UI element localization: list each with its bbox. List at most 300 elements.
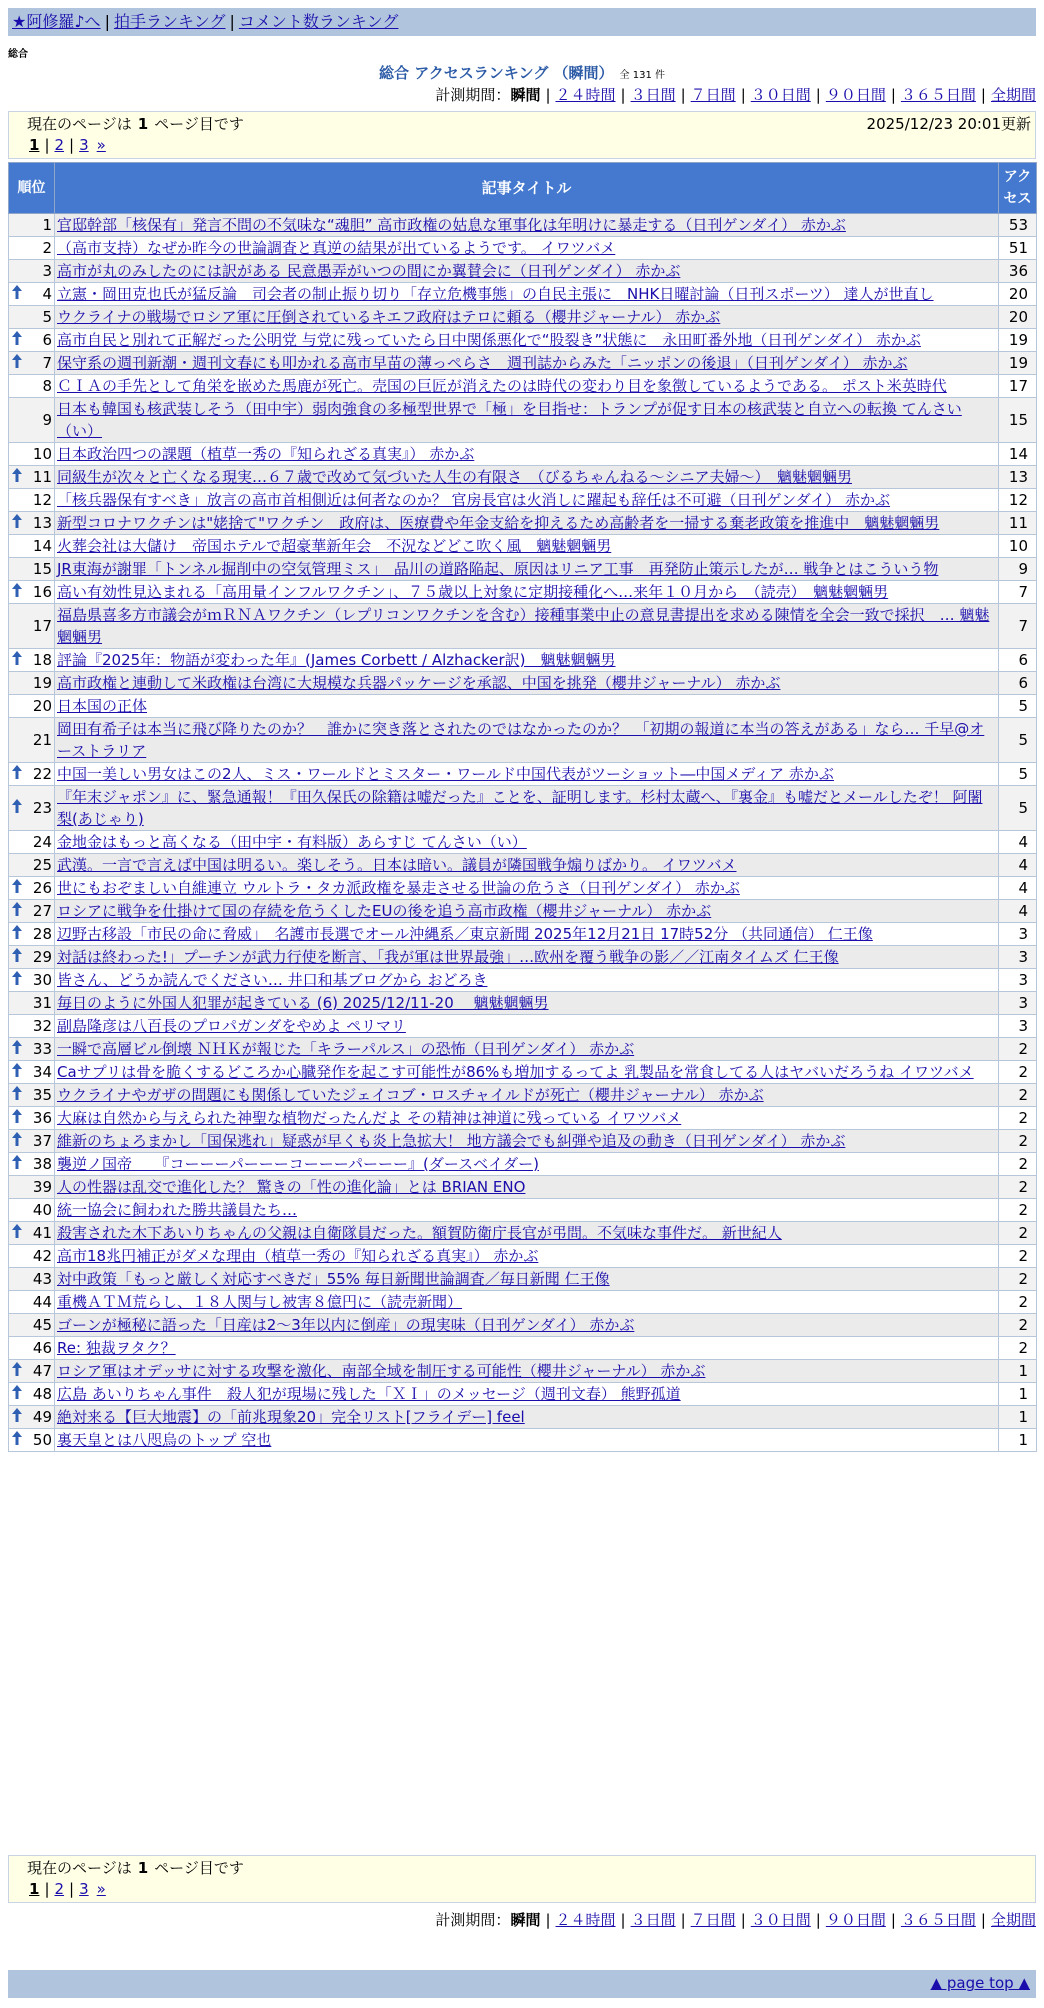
table-row xyxy=(9,946,1037,969)
ranking-count: 全 131 件 xyxy=(619,70,665,81)
rank-cell xyxy=(9,1130,55,1153)
rank-number: 45 xyxy=(32,1316,52,1334)
article-title-link[interactable]: 官邸幹部「核保有」発言不問の不気味な“魂胆” 高市政権の姑息な軍事化は年明けに暴走する（日刊ゲンダイ） 赤かぶ xyxy=(57,216,846,234)
article-title-link[interactable]: 広島 あいりちゃん事件 殺人犯が現場に残した「ＸＩ」のメッセージ（週刊文春） 熊野孤道 xyxy=(57,1385,681,1403)
title-cell xyxy=(55,854,999,877)
article-title-link[interactable]: 岡田有希子は本当に飛び降りたのか？ 誰かに突き落とされたのではなかったのか？ 「初期の報道に本当の答えがある」なら… 千早@オーストラリア xyxy=(57,720,985,760)
bottom-period-option[interactable]: ７日間 xyxy=(690,1911,736,1929)
rank-number: 39 xyxy=(32,1178,52,1196)
article-title-link[interactable]: Caサプリは骨を脆くするどころか心臓発作を起こす可能性が86%も増加するってよ 乳製品を常食してる人はヤバいだろうね イワツバメ xyxy=(57,1063,974,1081)
table-row xyxy=(9,1084,1037,1107)
page-separator: | xyxy=(44,136,50,154)
access-count: 2 xyxy=(999,1038,1037,1061)
page-link[interactable]: 2 xyxy=(54,1880,65,1898)
rank-cell xyxy=(9,1429,55,1452)
rank-cell xyxy=(9,489,55,512)
access-count: 17 xyxy=(999,375,1037,398)
rank-cell xyxy=(9,969,55,992)
pager-top xyxy=(8,111,1036,159)
access-count: 3 xyxy=(999,1015,1037,1038)
top-period-option[interactable]: ７日間 xyxy=(690,86,736,104)
title-cell xyxy=(55,306,999,329)
article-title-link[interactable]: 重機ＡＴＭ荒らし、１８人関与し被害８億円に（読売新聞） xyxy=(57,1293,463,1311)
col-header-title: 記事タイトル xyxy=(55,163,999,214)
table-row xyxy=(9,831,1037,854)
access-count: 14 xyxy=(999,443,1037,466)
col-header-rank: 順位 xyxy=(9,163,55,214)
rank-number: 46 xyxy=(32,1339,52,1357)
rank-up-arrow-icon xyxy=(12,512,22,534)
rank-number: 14 xyxy=(32,537,52,555)
rank-cell xyxy=(9,786,55,831)
rank-cell xyxy=(9,1061,55,1084)
rank-up-arrow-icon xyxy=(12,1084,22,1106)
table-row xyxy=(9,1015,1037,1038)
rank-cell xyxy=(9,604,55,649)
table-row xyxy=(9,1383,1037,1406)
title-cell xyxy=(55,443,999,466)
applause-ranking-link[interactable]: 拍手ランキング xyxy=(113,12,226,31)
rank-up-arrow-icon xyxy=(12,923,22,945)
title-cell xyxy=(55,604,999,649)
article-title-link[interactable]: 保守系の週刊新潮・週刊文春にも叩かれる高市早苗の薄っぺらさ 週刊誌からみた「ニッポンの後退」（日刊ゲンダイ） 赤かぶ xyxy=(57,354,908,372)
rank-number: 8 xyxy=(42,377,52,395)
access-count: 6 xyxy=(999,672,1037,695)
title-cell xyxy=(55,1199,999,1222)
access-count: 11 xyxy=(999,512,1037,535)
article-title-link[interactable]: 大麻は自然から与えられた神聖な植物だったんだよ その精神は神道に残っている イワツバメ xyxy=(57,1109,682,1127)
rank-cell xyxy=(9,992,55,1015)
table-row xyxy=(9,1222,1037,1245)
title-cell xyxy=(55,1176,999,1199)
title-cell xyxy=(55,923,999,946)
title-cell xyxy=(55,900,999,923)
article-title-link[interactable]: 毎日のように外国人犯罪が起きている (6) 2025/12/11-20 魑魅魍魎男 xyxy=(57,994,549,1012)
rank-number: 48 xyxy=(32,1385,52,1403)
title-cell xyxy=(55,1130,999,1153)
title-cell xyxy=(55,581,999,604)
home-link[interactable]: ★阿修羅♪へ xyxy=(12,12,101,31)
article-title-link[interactable]: 立憲・岡田克也氏が猛反論 司会者の制止振り切り「存立危機事態」の自民主張に NHK日曜討論（日刊スポーツ） 達人が世直し xyxy=(57,285,934,303)
rank-cell xyxy=(9,237,55,260)
pager-bottom xyxy=(8,1855,1036,1903)
rank-up-arrow-icon xyxy=(12,900,22,922)
updated-timestamp: 2025/12/23 20:01更新 xyxy=(866,115,1031,133)
rank-number: 5 xyxy=(42,308,52,326)
article-title-link[interactable]: 統一協会に飼われた勝共議員たち… xyxy=(57,1201,298,1219)
article-title-link[interactable]: ウクライナの戦場でロシア軍に圧倒されているキエフ政府はテロに頼る（櫻井ジャーナル） 赤かぶ xyxy=(57,308,721,326)
rank-cell xyxy=(9,1038,55,1061)
nav-separator: | xyxy=(104,12,110,31)
table-row xyxy=(9,466,1037,489)
rank-number: 2 xyxy=(42,239,52,257)
rank-up-arrow-icon xyxy=(12,797,22,819)
access-count: 2 xyxy=(999,1291,1037,1314)
table-row xyxy=(9,306,1037,329)
section-label: 総合 xyxy=(8,49,28,60)
bottom-period-option[interactable]: ９０日間 xyxy=(825,1911,886,1929)
table-row xyxy=(9,1245,1037,1268)
table-row xyxy=(9,329,1037,352)
article-title-link[interactable]: 襲逆ノ国帝 『コーーーパーーーコーーーパーーー』(ダースベイダー) xyxy=(57,1155,539,1173)
top-period-option[interactable]: 全期間 xyxy=(990,86,1036,104)
period-separator: | xyxy=(620,86,626,104)
period-separator: | xyxy=(545,1911,551,1929)
title-cell xyxy=(55,352,999,375)
title-cell xyxy=(55,1061,999,1084)
article-title-link[interactable]: 日本政治四つの課題（植草一秀の『知られざる真実』） 赤かぶ xyxy=(57,445,475,463)
rank-number: 49 xyxy=(32,1408,52,1426)
access-count: 15 xyxy=(999,398,1037,443)
table-row xyxy=(9,237,1037,260)
rank-number: 34 xyxy=(32,1063,52,1081)
rank-cell xyxy=(9,581,55,604)
title-cell xyxy=(55,992,999,1015)
bottom-period-option[interactable]: ３６５日間 xyxy=(900,1911,976,1929)
table-row xyxy=(9,649,1037,672)
table-row xyxy=(9,352,1037,375)
article-title-link[interactable]: 高市が丸のみしたのには訳がある 民意愚弄がいつの間にか翼賛会に（日刊ゲンダイ） 赤かぶ xyxy=(57,262,681,280)
table-row xyxy=(9,1406,1037,1429)
rank-number: 17 xyxy=(32,617,52,635)
title-cell xyxy=(55,466,999,489)
rank-up-arrow-icon xyxy=(12,1406,22,1428)
article-title-link[interactable]: 『年末ジャポン』に、緊急通報！『田久保氏の除籍は嘘だった』ことを、証明します。杉村太蔵へ、『裏金』も嘘だとメールしたぞ！ 阿闍梨(あじゃり) xyxy=(57,788,983,828)
comment-ranking-link[interactable]: コメント数ランキング xyxy=(238,12,399,31)
rank-cell xyxy=(9,283,55,306)
article-title-link[interactable]: 辺野古移設「市民の命に脅威」 名護市長選でオール沖縄系／東京新聞 2025年12月21日 17時52分 （共同通信） 仁王像 xyxy=(57,925,873,943)
title-cell xyxy=(55,831,999,854)
rank-number: 37 xyxy=(32,1132,52,1150)
table-row xyxy=(9,1291,1037,1314)
period-separator: | xyxy=(890,86,896,104)
rank-up-arrow-icon xyxy=(12,969,22,991)
article-title-link[interactable]: 副島隆彦は八百長のプロパガンダをやめよ ペリマリ xyxy=(57,1017,406,1035)
rank-cell xyxy=(9,535,55,558)
article-title-link[interactable]: 皆さん、どうか読んでください… 井口和基ブログから おどろき xyxy=(57,971,488,989)
rank-number: 41 xyxy=(32,1224,52,1242)
title-cell xyxy=(55,398,999,443)
period-separator: | xyxy=(980,86,986,104)
article-title-link[interactable]: 武漢。一言で言えば中国は明るい。楽しそう。日本は暗い。議員が隣国戦争煽りばかり。 イワツバメ xyxy=(57,856,737,874)
rank-number: 19 xyxy=(32,674,52,692)
top-period-option[interactable]: ９０日間 xyxy=(825,86,886,104)
table-row xyxy=(9,535,1037,558)
title-cell xyxy=(55,1406,999,1429)
title-cell xyxy=(55,237,999,260)
article-title-link[interactable]: ＣＩＡの手先として角栄を嵌めた馬鹿が死亡。売国の巨匠が消えたのは時代の変わり目を象徴しているようである。 ポスト米英時代 xyxy=(57,377,947,395)
article-title-link[interactable]: 福島県喜多方市議会がｍＲＮＡワクチン（レプリコンワクチンを含む）接種事業中止の意見書提出を求める陳情を全会一致で採択 … 魑魅魍魎男 xyxy=(57,606,990,646)
access-count: 10 xyxy=(999,535,1037,558)
access-count: 2 xyxy=(999,1268,1037,1291)
bottom-period-option[interactable]: 全期間 xyxy=(990,1911,1036,1929)
rank-number: 43 xyxy=(32,1270,52,1288)
access-count: 36 xyxy=(999,260,1037,283)
table-row xyxy=(9,375,1037,398)
page-separator: | xyxy=(69,1880,75,1898)
article-title-link[interactable]: 火葬会社は大儲け 帝国ホテルで超豪華新年会 不況などどこ吹く風 魑魅魍魎男 xyxy=(57,537,612,555)
rank-cell xyxy=(9,1176,55,1199)
title-cell xyxy=(55,535,999,558)
table-row xyxy=(9,512,1037,535)
article-title-link[interactable]: 新型コロナワクチンは"姥捨て"ワクチン 政府は、医療費や年金支給を抑えるため高齢者を一掃する棄老政策を推進中 魑魅魍魎男 xyxy=(57,514,940,532)
page-link[interactable]: 2 xyxy=(54,136,65,154)
table-row xyxy=(9,260,1037,283)
rank-number: 36 xyxy=(32,1109,52,1127)
rank-cell xyxy=(9,329,55,352)
top-nav xyxy=(8,8,1036,36)
access-count: 5 xyxy=(999,763,1037,786)
access-count: 2 xyxy=(999,1084,1037,1107)
table-row xyxy=(9,923,1037,946)
article-title-link[interactable]: 日本も韓国も核武装しそう（田中宇）弱肉強食の多極型世界で「極」を目指せ：トランプが促す日本の核武装と自立への転換 てんさい（い） xyxy=(57,400,962,440)
title-cell xyxy=(55,695,999,718)
page-next-link[interactable]: » xyxy=(96,1880,106,1898)
ranking-table xyxy=(8,162,1037,1452)
rank-cell xyxy=(9,946,55,969)
table-row xyxy=(9,992,1037,1015)
title-cell xyxy=(55,260,999,283)
access-count: 4 xyxy=(999,900,1037,923)
rank-number: 33 xyxy=(32,1040,52,1058)
article-title-link[interactable]: 「核兵器保有すべき」放言の高市首相側近は何者なのか？ 官房長官は火消しに躍起も辞任は不可避（日刊ゲンダイ） 赤かぶ xyxy=(57,491,891,509)
rank-cell xyxy=(9,1015,55,1038)
access-count: 2 xyxy=(999,1130,1037,1153)
title-cell xyxy=(55,1360,999,1383)
title-cell xyxy=(55,1084,999,1107)
table-row xyxy=(9,672,1037,695)
access-count: 20 xyxy=(999,306,1037,329)
article-title-link[interactable]: （高市支持）なぜか昨今の世論調査と真逆の結果が出ているようです。 イワツバメ xyxy=(57,239,616,257)
current-page-suffix: ページ目です xyxy=(154,115,244,133)
article-title-link[interactable]: 評論『2025年：物語が変わった年』(James Corbett / Alzhacker訳) 魑魅魍魎男 xyxy=(57,651,616,669)
access-count: 2 xyxy=(999,1337,1037,1360)
rank-cell xyxy=(9,352,55,375)
access-count: 2 xyxy=(999,1314,1037,1337)
article-title-link[interactable]: 金地金はもっと高くなる（田中宇・有料版）あらすじ てんさい（い） xyxy=(57,833,527,851)
article-title-link[interactable]: 一瞬で高層ビル倒壊 ＮＨＫが報じた「キラーパルス」の恐怖（日刊ゲンダイ） 赤かぶ xyxy=(57,1040,635,1058)
rank-cell xyxy=(9,923,55,946)
top-period-option[interactable]: ３日間 xyxy=(630,86,676,104)
title-cell xyxy=(55,946,999,969)
article-title-link[interactable]: 中国一美しい男女はこの2人、ミス・ワールドとミスター・ワールド中国代表がツーショット―中国メディア 赤かぶ xyxy=(57,765,834,783)
title-cell xyxy=(55,375,999,398)
rank-cell xyxy=(9,1360,55,1383)
article-title-link[interactable]: 裏天皇とは八咫烏のトップ 空也 xyxy=(57,1431,272,1449)
table-row xyxy=(9,1360,1037,1383)
access-count: 2 xyxy=(999,1107,1037,1130)
rank-up-arrow-icon xyxy=(12,1429,22,1451)
top-period-option[interactable]: ３０日間 xyxy=(750,86,811,104)
title-cell xyxy=(55,489,999,512)
rank-number: 44 xyxy=(32,1293,52,1311)
rank-cell xyxy=(9,1107,55,1130)
article-title-link[interactable]: 絶対来る【巨大地震】の「前兆現象20」完全リスト[フライデー] feel xyxy=(57,1408,525,1426)
table-row xyxy=(9,900,1037,923)
access-count: 9 xyxy=(999,558,1037,581)
title-cell xyxy=(55,214,999,237)
article-title-link[interactable]: 維新のちょろまかし「国保逃れ」疑惑が早くも炎上急拡大！ 地方議会でも糾弾や追及の動き（日刊ゲンダイ） 赤かぶ xyxy=(57,1132,846,1150)
rank-cell xyxy=(9,900,55,923)
title-cell xyxy=(55,558,999,581)
access-count: 53 xyxy=(999,214,1037,237)
rank-cell xyxy=(9,558,55,581)
page-links xyxy=(27,1879,1017,1900)
article-title-link[interactable]: JR東海が謝罪「トンネル掘削中の空気管理ミス」 品川の道路陥起、原因はリニア工事 再発防止策示したが… 戦争とはこういう物 xyxy=(57,560,939,578)
rank-up-arrow-icon xyxy=(12,649,22,671)
table-row xyxy=(9,489,1037,512)
rank-cell xyxy=(9,831,55,854)
access-count: 1 xyxy=(999,1383,1037,1406)
bottom-period-option[interactable]: ３日間 xyxy=(630,1911,676,1929)
ranking-title xyxy=(0,62,1044,83)
article-title-link[interactable]: 高市18兆円補正がダメな理由（植草一秀の『知られざる真実』） 赤かぶ xyxy=(57,1247,539,1265)
rank-up-arrow-icon xyxy=(12,581,22,603)
period-separator: | xyxy=(680,1911,686,1929)
article-title-link[interactable]: ロシア軍はオデッサに対する攻撃を激化、南部全域を制圧する可能性（櫻井ジャーナル） 赤かぶ xyxy=(57,1362,706,1380)
access-count: 4 xyxy=(999,831,1037,854)
title-cell xyxy=(55,763,999,786)
rank-up-arrow-icon xyxy=(12,1383,22,1405)
article-title-link[interactable]: 殺害された木下あいりちゃんの父親は自衛隊員だった。額賀防衛庁長官が弔問。不気味な事件だ。 新世紀人 xyxy=(57,1224,782,1242)
rank-number: 20 xyxy=(32,697,52,715)
access-count: 4 xyxy=(999,877,1037,900)
ranking-title-text: 総合 アクセスランキング （瞬間） xyxy=(379,64,614,82)
table-row xyxy=(9,1153,1037,1176)
title-cell xyxy=(55,1038,999,1061)
article-title-link[interactable]: 高い有効性見込まれる「高用量インフルワクチン」、７５歳以上対象に定期接種化へ…来年１０月から （読売） 魑魅魍魎男 xyxy=(57,583,889,601)
rank-number: 32 xyxy=(32,1017,52,1035)
rank-up-arrow-icon xyxy=(12,329,22,351)
article-title-link[interactable]: 同級生が次々と亡くなる現実…６７歳で改めて気づいた人生の有限さ （びるちゃんねる～シニア夫婦～） 魑魅魍魎男 xyxy=(57,468,853,486)
title-cell xyxy=(55,718,999,763)
page-link[interactable]: 3 xyxy=(79,1880,89,1898)
rank-cell xyxy=(9,1153,55,1176)
article-title-link[interactable]: 対話は終わった!」プーチンが武力行使を断言、「我が軍は世界最強」…欧州を覆う戦争の影／／江南タイムズ 仁王像 xyxy=(57,948,839,966)
period-separator: | xyxy=(815,86,821,104)
table-row xyxy=(9,443,1037,466)
article-title-link[interactable]: 日本国の正体 xyxy=(57,697,148,715)
rank-cell xyxy=(9,1314,55,1337)
rank-up-arrow-icon xyxy=(12,1038,22,1060)
table-row xyxy=(9,604,1037,649)
article-title-link[interactable]: 世にもおぞましい自維連立 ウルトラ・タカ派政権を暴走させる世論の危うさ（日刊ゲンダイ） 赤かぶ xyxy=(57,879,740,897)
period-separator: | xyxy=(815,1911,821,1929)
rank-number: 42 xyxy=(32,1247,52,1265)
access-count: 6 xyxy=(999,649,1037,672)
access-count: 19 xyxy=(999,329,1037,352)
rank-number: 28 xyxy=(32,925,52,943)
title-cell xyxy=(55,649,999,672)
rank-number: 4 xyxy=(42,285,52,303)
table-row xyxy=(9,786,1037,831)
rank-cell xyxy=(9,854,55,877)
rank-number: 31 xyxy=(32,994,52,1012)
rank-number: 50 xyxy=(32,1431,52,1449)
rank-up-arrow-icon xyxy=(12,1130,22,1152)
table-row xyxy=(9,763,1037,786)
rank-number: 21 xyxy=(32,731,52,749)
table-row xyxy=(9,1268,1037,1291)
period-selector-bottom xyxy=(435,1911,1036,1929)
current-page-number: 1 xyxy=(137,1859,149,1877)
rank-up-arrow-icon xyxy=(12,946,22,968)
rank-cell xyxy=(9,1222,55,1245)
article-title-link[interactable]: 対中政策「もっと厳しく対応すべきだ」55% 毎日新聞世論調査／毎日新聞 仁王像 xyxy=(57,1270,610,1288)
access-count: 1 xyxy=(999,1429,1037,1452)
title-cell xyxy=(55,969,999,992)
top-period-option[interactable]: ２４時間 xyxy=(555,86,616,104)
bottom-period-option: 瞬間 xyxy=(510,1911,541,1929)
access-count: 5 xyxy=(999,786,1037,831)
access-count: 7 xyxy=(999,581,1037,604)
rank-cell xyxy=(9,695,55,718)
rank-number: 24 xyxy=(32,833,52,851)
access-count: 4 xyxy=(999,854,1037,877)
page-top-link[interactable]: ▲ page top ▲ xyxy=(930,1974,1030,1992)
rank-cell xyxy=(9,649,55,672)
table-row xyxy=(9,283,1037,306)
rank-number: 23 xyxy=(32,799,52,817)
article-title-link[interactable]: ロシアに戦争を仕掛けて国の存続を危うくしたEUの後を追う高市政権（櫻井ジャーナル） 赤かぶ xyxy=(57,902,712,920)
page-link[interactable]: 3 xyxy=(79,136,89,154)
article-title-link[interactable]: 高市政権と連動して米政権は台湾に大規模な兵器パッケージを承認、中国を挑発（櫻井ジャーナル） 赤かぶ xyxy=(57,674,781,692)
title-cell xyxy=(55,1291,999,1314)
access-count: 3 xyxy=(999,992,1037,1015)
rank-cell xyxy=(9,1084,55,1107)
article-title-link[interactable]: 高市自民と別れて正解だった公明党 与党に残っていたら日中関係悪化で“股裂き”状態に 永田町番外地（日刊ゲンダイ） 赤かぶ xyxy=(57,331,921,349)
rank-cell xyxy=(9,306,55,329)
table-row xyxy=(9,969,1037,992)
article-title-link[interactable]: Re: 独裁ヲタク？ xyxy=(57,1339,176,1357)
title-cell xyxy=(55,1107,999,1130)
rank-cell xyxy=(9,260,55,283)
title-cell xyxy=(55,512,999,535)
top-period-option[interactable]: ３６５日間 xyxy=(900,86,976,104)
access-count: 1 xyxy=(999,1360,1037,1383)
period-separator: | xyxy=(680,86,686,104)
rank-number: 6 xyxy=(42,331,52,349)
title-cell xyxy=(55,1337,999,1360)
rank-number: 38 xyxy=(32,1155,52,1173)
rank-cell xyxy=(9,1383,55,1406)
rank-number: 13 xyxy=(32,514,52,532)
title-cell xyxy=(55,1429,999,1452)
title-cell xyxy=(55,1314,999,1337)
title-cell xyxy=(55,1015,999,1038)
article-title-link[interactable]: ゴーンが極秘に語った「日産は2～3年以内に倒産」の現実味（日刊ゲンダイ） 赤かぶ xyxy=(57,1316,635,1334)
table-row xyxy=(9,695,1037,718)
access-count: 3 xyxy=(999,946,1037,969)
access-count: 5 xyxy=(999,695,1037,718)
page-next-link[interactable]: » xyxy=(96,136,106,154)
bottom-period-option[interactable]: ３０日間 xyxy=(750,1911,811,1929)
bottom-period-option[interactable]: ２４時間 xyxy=(555,1911,616,1929)
rank-number: 29 xyxy=(32,948,52,966)
rank-cell xyxy=(9,443,55,466)
current-page-number: 1 xyxy=(137,115,149,133)
article-title-link[interactable]: ウクライナやガザの問題にも関係していたジェイコブ・ロスチャイルドが死亡（櫻井ジャーナル） 赤かぶ xyxy=(57,1086,764,1104)
table-row xyxy=(9,581,1037,604)
article-title-link[interactable]: 人の性器は乱交で進化した？ 驚きの「性の進化論」とは BRIAN ENO xyxy=(57,1178,526,1196)
rank-number: 27 xyxy=(32,902,52,920)
rank-number: 16 xyxy=(32,583,52,601)
rank-up-arrow-icon xyxy=(12,1107,22,1129)
rank-number: 7 xyxy=(42,354,52,372)
bottom-bar xyxy=(8,1970,1036,1998)
rank-number: 22 xyxy=(32,765,52,783)
rank-cell xyxy=(9,375,55,398)
